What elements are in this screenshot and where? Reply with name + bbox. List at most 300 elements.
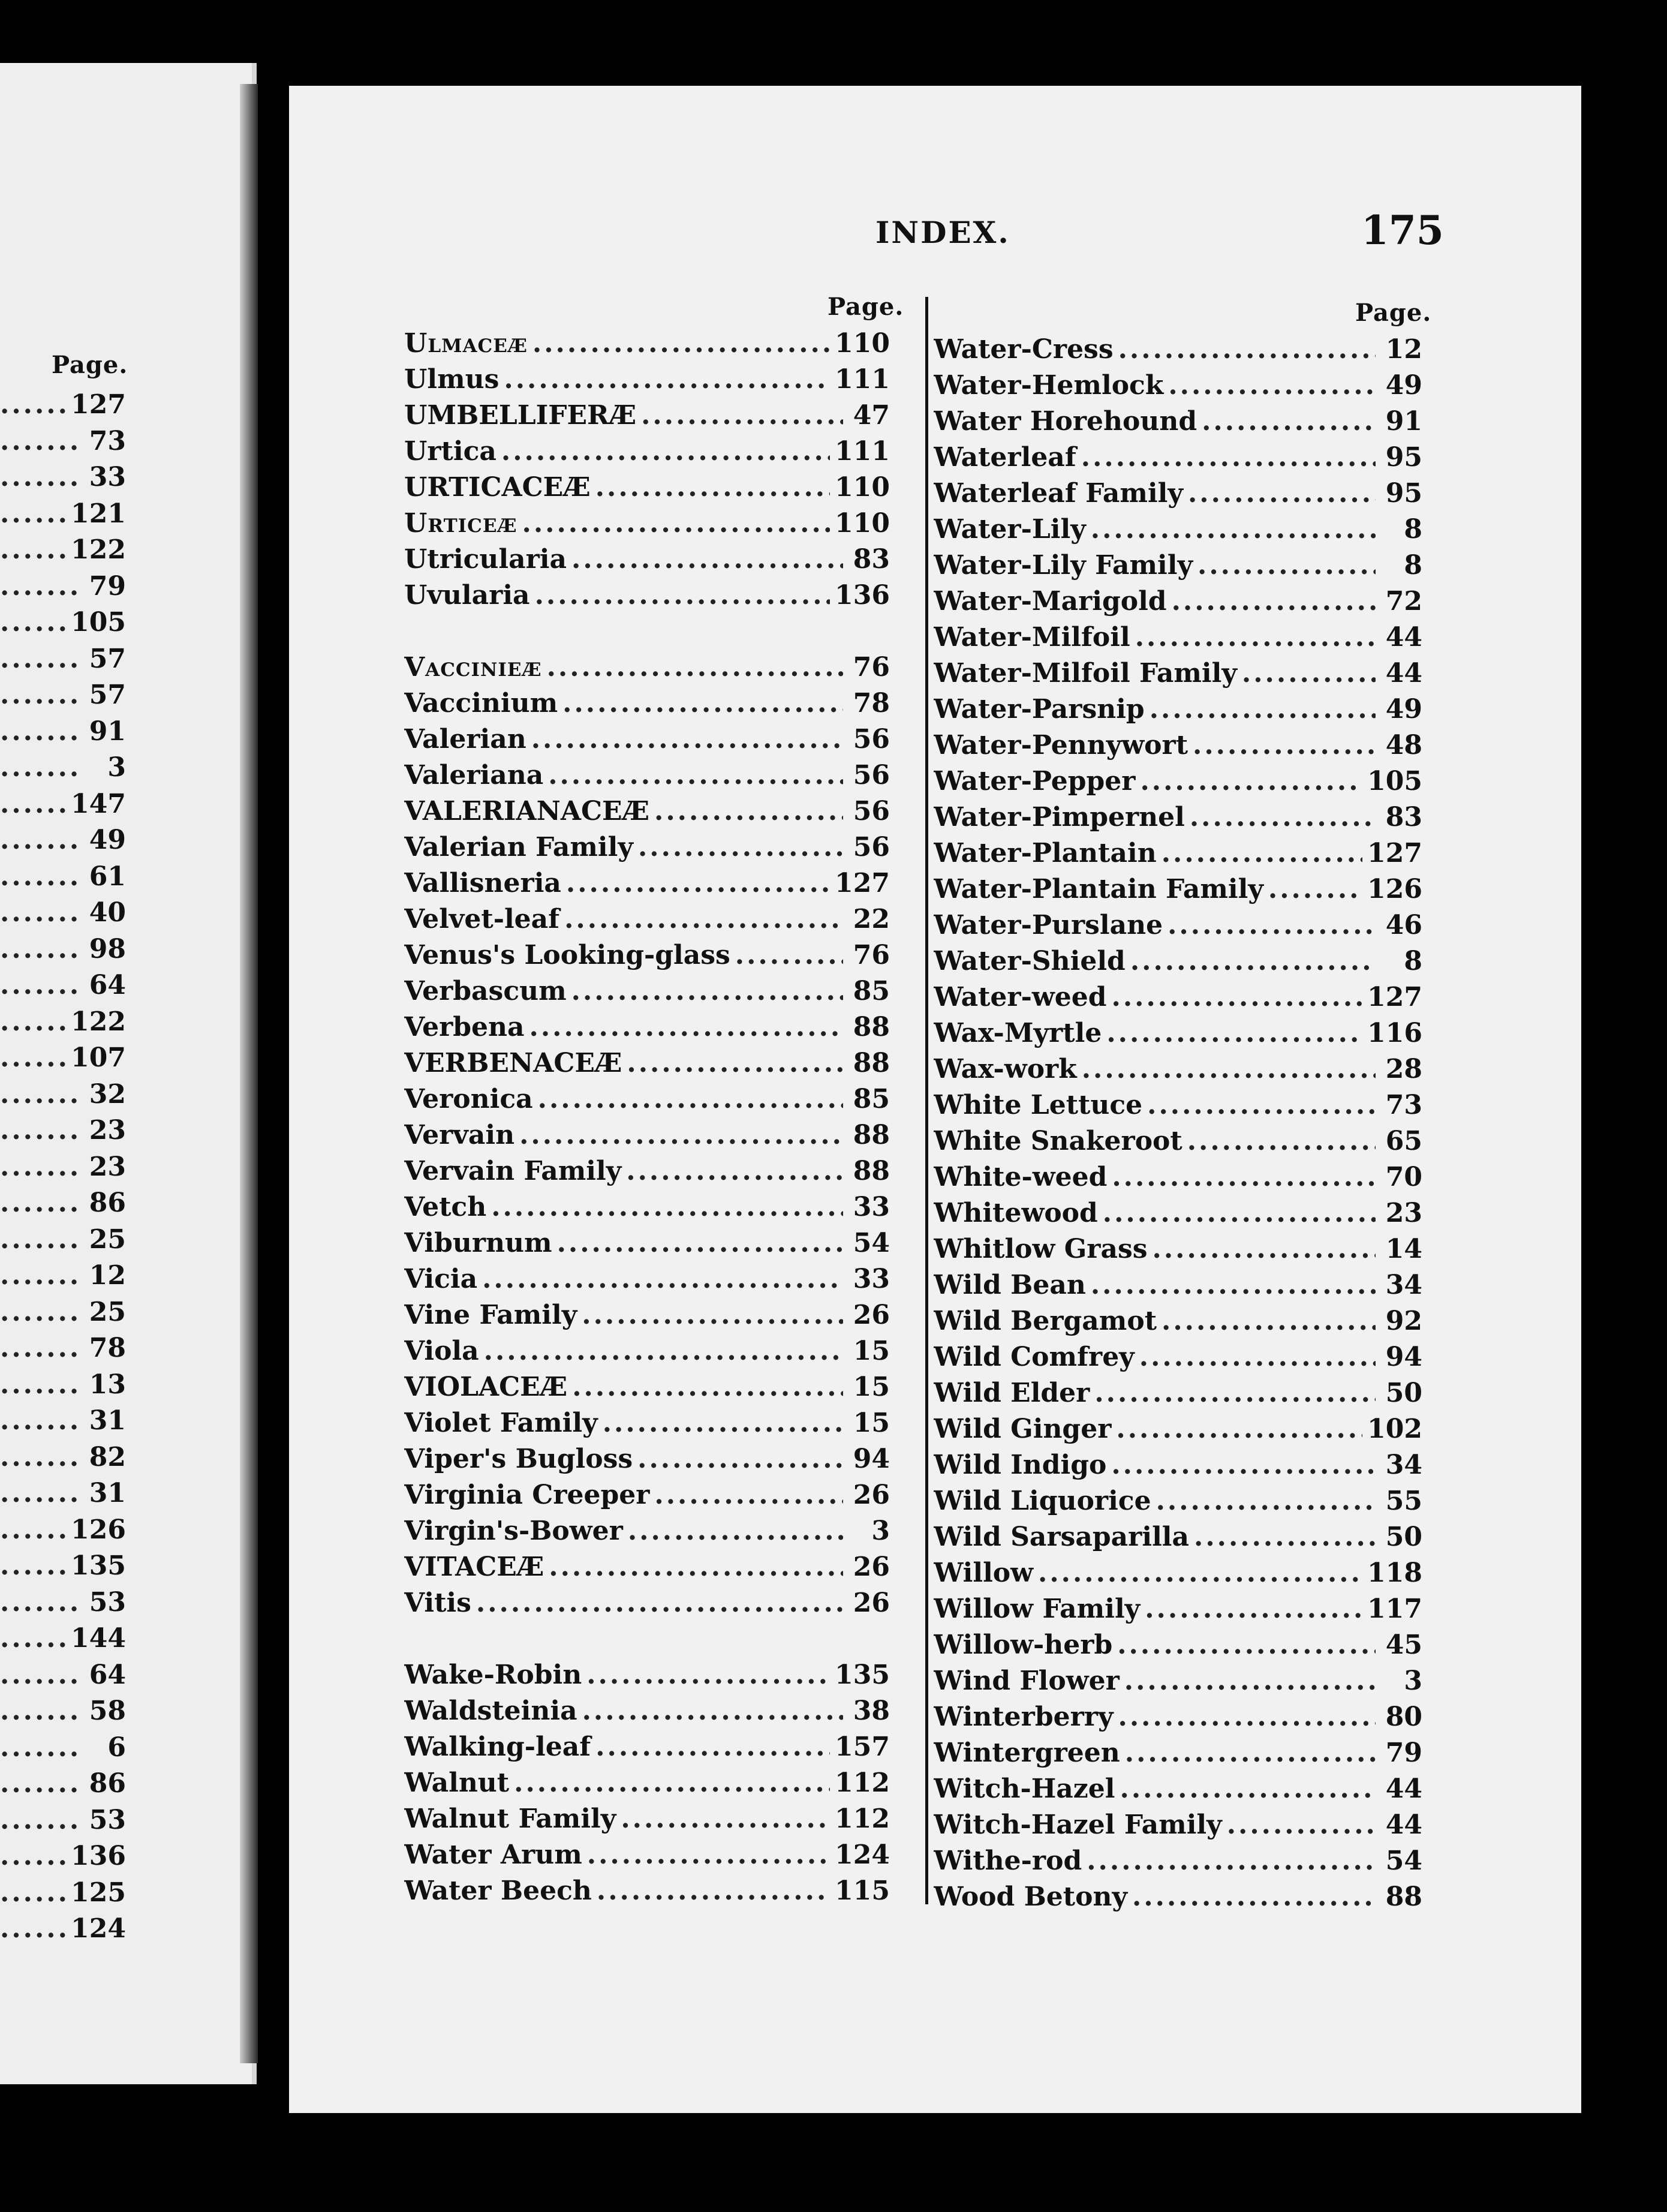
entry-name: Water-Parsnip — [934, 694, 1145, 725]
dot-leader — [1194, 1519, 1376, 1555]
entry-name: Valeriana — [404, 760, 544, 791]
index-entry — [934, 1087, 1422, 1123]
index-entry — [404, 1837, 890, 1873]
index-entry — [934, 1015, 1422, 1051]
entry-name: Waldsteinia — [404, 1696, 577, 1726]
entry-page: 79 — [1385, 1738, 1422, 1768]
dot-leader — [0, 967, 79, 1004]
entry-page: 111 — [835, 436, 890, 467]
dot-leader — [532, 326, 830, 362]
index-entry — [404, 1693, 890, 1729]
dot-leader — [595, 470, 830, 506]
entry-name: Ulmaceæ — [404, 328, 528, 359]
dot-leader — [1140, 764, 1362, 800]
entry-page: 64 — [89, 970, 126, 1000]
entry-page: 56 — [853, 760, 890, 791]
entry-page: 124 — [71, 1913, 126, 1944]
index-entry — [934, 1123, 1422, 1159]
entry-page: 127 — [835, 868, 890, 898]
entry-name: Wild Elder — [934, 1378, 1090, 1408]
entry-name: Witch-Hazel — [934, 1774, 1115, 1804]
column-1-page-label: Page. — [828, 293, 904, 321]
facing-entry — [0, 1367, 126, 1403]
dot-leader — [0, 496, 66, 533]
entry-name: VIOLACEÆ — [404, 1372, 568, 1402]
facing-entry — [0, 1149, 126, 1186]
dot-leader — [0, 387, 66, 423]
entry-page: 147 — [71, 788, 126, 819]
entry-page: 56 — [853, 832, 890, 862]
index-entry — [934, 1591, 1422, 1627]
dot-leader — [595, 1729, 830, 1765]
entry-name: Ulmus — [404, 364, 500, 395]
book-spine — [240, 84, 258, 2063]
entry-page: 88 — [853, 1156, 890, 1186]
entry-page: 8 — [1404, 946, 1422, 976]
entry-name: Walking-leaf — [404, 1732, 591, 1762]
entry-page: 44 — [1385, 1774, 1422, 1804]
entry-page: 80 — [1385, 1702, 1422, 1732]
entry-page: 44 — [1385, 1810, 1422, 1840]
dot-leader — [1193, 728, 1376, 764]
entry-page: 45 — [1385, 1630, 1422, 1660]
index-entry — [404, 1801, 890, 1837]
facing-entry — [0, 1258, 126, 1294]
entry-page: 3 — [107, 752, 126, 783]
dot-leader — [0, 1548, 66, 1585]
index-entry — [404, 1117, 890, 1153]
entry-page: 157 — [835, 1732, 890, 1762]
entry-name: Waterleaf — [934, 442, 1076, 473]
facing-entry — [0, 641, 126, 678]
index-entry — [934, 800, 1422, 835]
dot-leader — [582, 1297, 843, 1333]
dot-leader — [1132, 1879, 1376, 1915]
index-entry — [934, 1807, 1422, 1843]
entry-name: Viper's Bugloss — [404, 1444, 633, 1474]
dot-leader — [562, 686, 843, 722]
dot-leader — [501, 434, 830, 470]
dot-leader — [0, 750, 79, 786]
index-page — [289, 86, 1581, 2113]
index-entry — [934, 1303, 1422, 1339]
entry-page: 49 — [1385, 370, 1422, 401]
dot-leader — [491, 1189, 843, 1225]
facing-entry — [0, 931, 126, 968]
entry-name: Water-weed — [934, 982, 1107, 1012]
entry-name: Water-Hemlock — [934, 370, 1164, 401]
entry-name: Wild Bean — [934, 1270, 1086, 1300]
entry-page: 117 — [1367, 1594, 1422, 1624]
dot-leader — [0, 1621, 66, 1657]
entry-page: 112 — [835, 1804, 890, 1834]
entry-name: Water-Lily Family — [934, 550, 1193, 581]
dot-leader — [0, 895, 79, 931]
entry-name: UMBELLIFERÆ — [404, 400, 637, 431]
entry-name: White Snakeroot — [934, 1126, 1182, 1156]
entry-page: 46 — [1385, 910, 1422, 940]
index-entry — [934, 1735, 1422, 1771]
dot-leader — [597, 1873, 830, 1909]
entry-page: 23 — [89, 1115, 126, 1146]
dot-leader — [1187, 1123, 1376, 1159]
index-entry — [404, 1441, 890, 1477]
dot-leader — [1038, 1555, 1362, 1591]
dot-leader — [628, 1513, 843, 1549]
index-entry — [404, 794, 890, 830]
entry-name: Willow-herb — [934, 1630, 1113, 1660]
entry-page: 50 — [1385, 1378, 1422, 1408]
index-entry — [404, 830, 890, 865]
dot-leader — [1117, 1627, 1376, 1663]
dot-leader — [1147, 1087, 1376, 1123]
dot-leader — [1167, 907, 1376, 943]
entry-page: 105 — [71, 607, 126, 638]
dot-leader — [484, 1333, 843, 1369]
index-entry — [934, 907, 1422, 943]
index-entry — [404, 1873, 890, 1909]
dot-leader — [1118, 1699, 1376, 1735]
dot-leader — [0, 1040, 66, 1077]
entry-page: 126 — [1367, 874, 1422, 904]
dot-leader — [621, 1801, 830, 1837]
entry-page: 110 — [835, 472, 890, 503]
dot-leader — [0, 1330, 79, 1367]
index-entry — [934, 1375, 1422, 1411]
dot-leader — [1188, 476, 1376, 512]
facing-entry — [0, 1113, 126, 1149]
dot-leader — [1081, 440, 1376, 476]
index-entry — [934, 656, 1422, 692]
entry-name: Water-Milfoil — [934, 622, 1130, 653]
dot-leader — [0, 1911, 66, 1947]
facing-entry — [0, 423, 126, 460]
dot-leader — [1242, 656, 1376, 692]
facing-entry — [0, 1330, 126, 1367]
facing-entry — [0, 569, 126, 605]
entry-name: Walnut — [404, 1768, 510, 1798]
entry-name: Water Arum — [404, 1840, 582, 1870]
index-entry — [934, 1519, 1422, 1555]
index-entry — [934, 1051, 1422, 1087]
entry-name: Withe-rod — [934, 1846, 1082, 1876]
entry-page: 122 — [71, 534, 126, 565]
dot-leader — [0, 1149, 79, 1186]
entry-page: 88 — [853, 1048, 890, 1078]
dot-leader — [1268, 871, 1362, 907]
entry-page: 54 — [853, 1228, 890, 1258]
dot-leader — [1172, 584, 1376, 620]
entry-name: VALERIANACEÆ — [404, 796, 650, 827]
entry-page: 23 — [89, 1151, 126, 1182]
facing-entry — [0, 1838, 126, 1875]
entry-page: 94 — [1385, 1342, 1422, 1372]
index-entry — [404, 434, 890, 470]
dot-leader — [0, 1367, 79, 1403]
dot-leader — [654, 794, 843, 830]
dot-leader — [548, 758, 843, 794]
entry-name: Water-Pennywort — [934, 730, 1188, 761]
entry-page: 110 — [835, 508, 890, 539]
entry-page: 33 — [89, 462, 126, 492]
entry-name: Vaccinieæ — [404, 652, 542, 683]
index-entry — [404, 1081, 890, 1117]
index-entry — [934, 979, 1422, 1015]
index-entry — [404, 1333, 890, 1369]
entry-page: 124 — [835, 1840, 890, 1870]
entry-name: Water-Pimpernel — [934, 802, 1185, 832]
entry-name: VERBENACEÆ — [404, 1048, 622, 1078]
entry-page: 8 — [1404, 550, 1422, 581]
entry-page: 112 — [835, 1768, 890, 1798]
facing-entry — [0, 1621, 126, 1657]
dot-leader — [547, 650, 843, 686]
entry-page: 78 — [853, 688, 890, 719]
entry-page: 34 — [1385, 1270, 1422, 1300]
index-entry — [404, 937, 890, 973]
entry-page: 116 — [1367, 1018, 1422, 1048]
index-column-2 — [934, 332, 1422, 1915]
entry-name: Vervain — [404, 1120, 515, 1150]
entry-name: Valerian — [404, 724, 526, 755]
entry-page: 105 — [1367, 766, 1422, 797]
entry-page: 86 — [89, 1188, 126, 1218]
left-page-number-list — [0, 387, 126, 1947]
index-entry — [404, 1297, 890, 1333]
facing-entry — [0, 1185, 126, 1222]
entry-page: 70 — [1385, 1162, 1422, 1192]
entry-name: Water-Cress — [934, 334, 1114, 365]
facing-entry — [0, 1911, 126, 1947]
index-entry — [404, 1225, 890, 1261]
facing-entry — [0, 750, 126, 786]
entry-name: Vaccinium — [404, 688, 558, 719]
facing-entry — [0, 677, 126, 714]
dot-leader — [0, 1403, 79, 1439]
index-entry — [934, 943, 1422, 979]
entry-name: Viburnum — [404, 1228, 552, 1258]
dot-leader — [557, 1225, 843, 1261]
index-entry — [934, 1663, 1422, 1699]
entry-name: Velvet-leaf — [404, 904, 560, 934]
facing-page — [0, 63, 257, 2084]
index-entry — [934, 1483, 1422, 1519]
entry-page: 61 — [89, 861, 126, 892]
dot-leader — [0, 423, 79, 460]
dot-leader — [626, 1153, 843, 1189]
entry-name: White-weed — [934, 1162, 1108, 1192]
entry-name: Vetch — [404, 1192, 487, 1222]
dot-leader — [1168, 368, 1376, 404]
entry-page: 65 — [1385, 1126, 1422, 1156]
entry-name: Wild Indigo — [934, 1450, 1107, 1480]
dot-leader — [1112, 1159, 1376, 1195]
index-entry — [934, 871, 1422, 907]
index-entry — [934, 1627, 1422, 1663]
entry-page: 135 — [835, 1660, 890, 1690]
index-entry — [934, 1267, 1422, 1303]
entry-name: Verbascum — [404, 976, 567, 1006]
dot-leader — [1118, 332, 1376, 368]
dot-leader — [0, 1222, 79, 1258]
entry-page: 107 — [71, 1042, 126, 1073]
entry-page: 88 — [1385, 1882, 1422, 1912]
entry-name: Wax-Myrtle — [934, 1018, 1102, 1048]
index-entry — [404, 901, 890, 937]
section-gap — [404, 1621, 890, 1657]
entry-page: 86 — [89, 1768, 126, 1799]
index-entry — [404, 1405, 890, 1441]
entry-name: Waterleaf Family — [934, 478, 1183, 509]
entry-page: 58 — [89, 1696, 126, 1726]
index-entry — [934, 692, 1422, 728]
index-entry — [404, 506, 890, 542]
index-entry — [404, 1009, 890, 1045]
entry-page: 53 — [89, 1804, 126, 1835]
dot-leader — [582, 1693, 843, 1729]
entry-page: 95 — [1385, 478, 1422, 509]
dot-leader — [603, 1405, 843, 1441]
index-entry — [934, 1339, 1422, 1375]
dot-leader — [0, 1475, 79, 1512]
entry-page: 76 — [853, 940, 890, 970]
entry-name: Walnut Family — [404, 1804, 616, 1834]
entry-name: Water-Shield — [934, 946, 1126, 976]
dot-leader — [637, 1441, 843, 1477]
dot-leader — [0, 1185, 79, 1222]
facing-entry — [0, 1222, 126, 1258]
entry-name: Wild Liquorice — [934, 1486, 1151, 1516]
entry-page: 15 — [853, 1336, 890, 1366]
entry-page: 102 — [1367, 1414, 1422, 1444]
dot-leader — [571, 542, 843, 578]
entry-page: 25 — [89, 1296, 126, 1327]
dot-leader — [1139, 1339, 1376, 1375]
page-number: 175 — [1361, 207, 1444, 254]
entry-name: Verbena — [404, 1012, 525, 1042]
entry-page: 144 — [71, 1623, 126, 1654]
index-entry — [404, 722, 890, 758]
entry-name: Urtica — [404, 436, 497, 467]
index-entry — [934, 440, 1422, 476]
dot-leader — [564, 901, 843, 937]
facing-entry — [0, 786, 126, 823]
facing-entry — [0, 1548, 126, 1585]
index-entry — [404, 578, 890, 614]
facing-entry — [0, 1657, 126, 1694]
dot-leader — [0, 1802, 79, 1839]
facing-entry — [0, 1403, 126, 1439]
column-divider — [925, 297, 928, 1904]
entry-page: 127 — [1367, 982, 1422, 1012]
dot-leader — [627, 1045, 843, 1081]
entry-name: Willow Family — [934, 1594, 1141, 1624]
dot-leader — [571, 973, 843, 1009]
entry-page: 47 — [853, 400, 890, 431]
dot-leader — [1125, 1735, 1376, 1771]
index-entry — [934, 1231, 1422, 1267]
facing-entry — [0, 822, 126, 859]
entry-page: 91 — [1385, 406, 1422, 437]
entry-page: 33 — [853, 1264, 890, 1294]
entry-page: 49 — [1385, 694, 1422, 725]
index-entry — [934, 584, 1422, 620]
entry-page: 73 — [1385, 1090, 1422, 1120]
dot-leader — [0, 786, 66, 823]
entry-page: 49 — [89, 825, 126, 855]
entry-name: Valerian Family — [404, 832, 633, 862]
index-entry — [404, 1765, 890, 1801]
entry-page: 83 — [1385, 802, 1422, 832]
entry-name: Winterberry — [934, 1702, 1114, 1732]
index-entry — [404, 362, 890, 398]
dot-leader — [0, 641, 79, 678]
entry-name: Venus's Looking-glass — [404, 940, 730, 970]
dot-leader — [0, 1004, 66, 1041]
entry-name: Water-Lily — [934, 514, 1086, 545]
dot-leader — [1103, 1195, 1376, 1231]
entry-page: 25 — [89, 1224, 126, 1255]
entry-page: 34 — [1385, 1450, 1422, 1480]
dot-leader — [0, 859, 79, 895]
entry-name: Violet Family — [404, 1408, 598, 1438]
entry-page: 57 — [89, 680, 126, 710]
index-column-1 — [404, 326, 890, 1909]
entry-page: 88 — [853, 1012, 890, 1042]
entry-name: Water Horehound — [934, 406, 1197, 437]
entry-name: Wild Comfrey — [934, 1342, 1135, 1372]
facing-entry — [0, 1730, 126, 1766]
entry-page: 40 — [89, 897, 126, 928]
entry-page: 122 — [71, 1006, 126, 1037]
facing-entry — [0, 967, 126, 1004]
index-entry — [934, 1555, 1422, 1591]
dot-leader — [0, 459, 79, 496]
entry-page: 28 — [1385, 1054, 1422, 1084]
index-entry — [404, 1549, 890, 1585]
index-entry — [404, 1477, 890, 1513]
dot-leader — [0, 1585, 79, 1621]
index-entry — [934, 1879, 1422, 1915]
dot-leader — [586, 1657, 830, 1693]
entry-page: 6 — [107, 1732, 126, 1763]
entry-page: 26 — [853, 1552, 890, 1582]
entry-page: 32 — [89, 1078, 126, 1110]
dot-leader — [1197, 548, 1376, 584]
entry-page: 57 — [89, 643, 126, 674]
entry-name: Utricularia — [404, 544, 567, 575]
entry-page: 136 — [835, 580, 890, 611]
entry-name: Vallisneria — [404, 868, 561, 898]
entry-name: Wake-Robin — [404, 1660, 582, 1690]
index-entry — [404, 542, 890, 578]
index-entry — [404, 650, 890, 686]
dot-leader — [572, 1369, 843, 1405]
dot-leader — [1082, 1051, 1376, 1087]
facing-entry — [0, 1766, 126, 1802]
entry-page: 76 — [853, 652, 890, 683]
entry-page: 44 — [1385, 622, 1422, 653]
dot-leader — [0, 605, 66, 641]
dot-leader — [549, 1549, 843, 1585]
entry-page: 88 — [853, 1120, 890, 1150]
left-page-label: Page. — [52, 351, 128, 379]
entry-page: 23 — [1385, 1198, 1422, 1228]
index-entry — [404, 1657, 890, 1693]
dot-leader — [1150, 692, 1376, 728]
dot-leader — [654, 1477, 843, 1513]
entry-page: 12 — [1385, 334, 1422, 365]
